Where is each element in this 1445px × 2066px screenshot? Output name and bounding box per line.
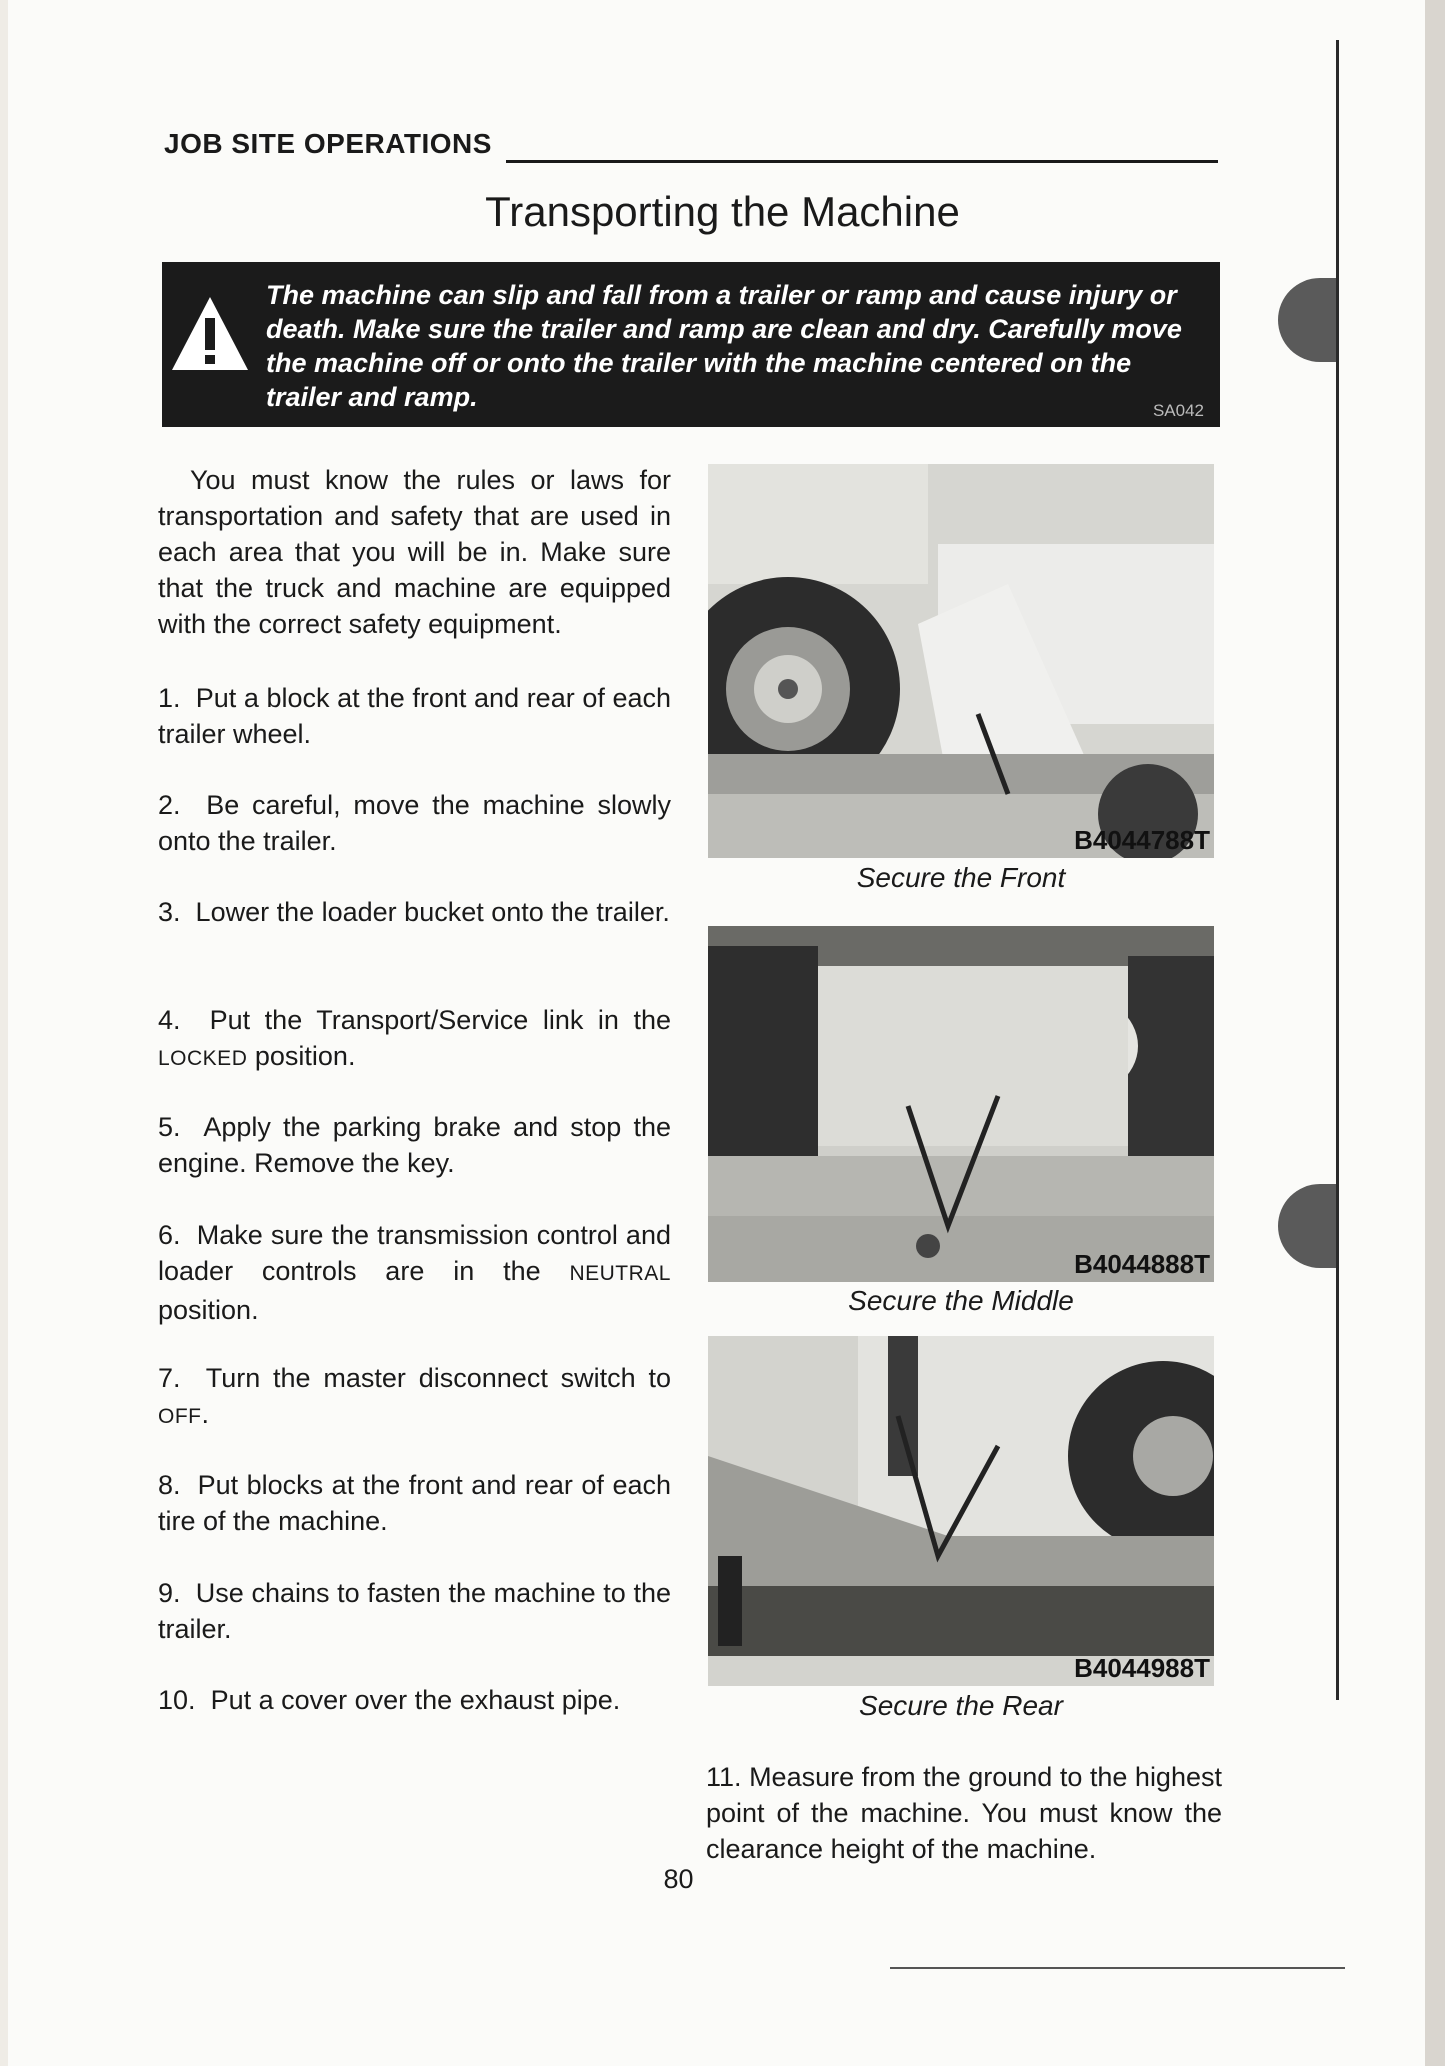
step-6: 6. Make sure the transmission control and loader controls are in the NEUTRAL position.	[158, 1220, 671, 1325]
step-8: 8. Put blocks at the front and rear of each tire of the machine.	[158, 1470, 671, 1536]
figure-code-middle: B4044888T	[1074, 1249, 1210, 1279]
page-title: Transporting the Machine	[485, 188, 960, 235]
step-11: 11. Measure from the ground to the highest point of the machine. You must know the clearance height of the machine.	[706, 1762, 1222, 1864]
page-number: 80	[663, 1864, 694, 1894]
intro-paragraph: You must know the rules or laws for transportation and safety that are used in each area that you will be in. Make sure that the truck and machine are equipped with the correct safety equipment.	[158, 465, 671, 639]
caption-secure-front: Secure the Front	[856, 862, 1066, 893]
bottom-rule	[890, 1967, 1345, 1969]
step-5: 5. Apply the parking brake and stop the engine. Remove the key.	[158, 1112, 672, 1178]
step-9: 9. Use chains to fasten the machine to the trailer.	[158, 1578, 671, 1644]
warning-code: SA042	[1152, 401, 1204, 420]
step-4: 4. Put the Transport/Service link in the LOCKED position.	[158, 1005, 671, 1071]
caption-secure-middle: Secure the Middle	[848, 1285, 1074, 1316]
step-10: 10. Put a cover over the exhaust pipe.	[158, 1685, 621, 1715]
warning-text: The machine can slip and fall from a trailer or ramp and cause injury or death. Make sure the trailer and ramp are clean and dry. Carefully move the machine off or onto the trailer with the machine centered on the trailer and ramp.	[266, 280, 1182, 412]
binding-edge-line	[1336, 40, 1339, 1700]
running-header	[164, 128, 1218, 168]
step-7: 7. Turn the master disconnect switch to OFF.	[158, 1363, 672, 1429]
step-3: 3. Lower the loader bucket onto the trailer.	[158, 897, 670, 927]
instructions-column	[158, 462, 672, 1715]
warning-triangle-icon	[170, 294, 250, 374]
caption-secure-rear: Secure the Rear	[859, 1690, 1063, 1721]
page-edge	[1425, 0, 1445, 2066]
safety-warning-box	[162, 262, 1220, 427]
step-2: 2. Be careful, move the machine slowly onto the trailer.	[158, 790, 671, 856]
photo-secure-middle	[708, 926, 1214, 1282]
step-1: 1. Put a block at the front and rear of each trailer wheel.	[158, 683, 671, 749]
photo-secure-rear	[708, 1336, 1214, 1686]
figure-code-front: B4044788T	[1074, 825, 1210, 855]
header-rule	[506, 160, 1218, 163]
photo-secure-front	[708, 464, 1214, 858]
section-title: JOB SITE OPERATIONS	[164, 128, 492, 159]
figure-code-rear: B4044988T	[1074, 1653, 1210, 1683]
